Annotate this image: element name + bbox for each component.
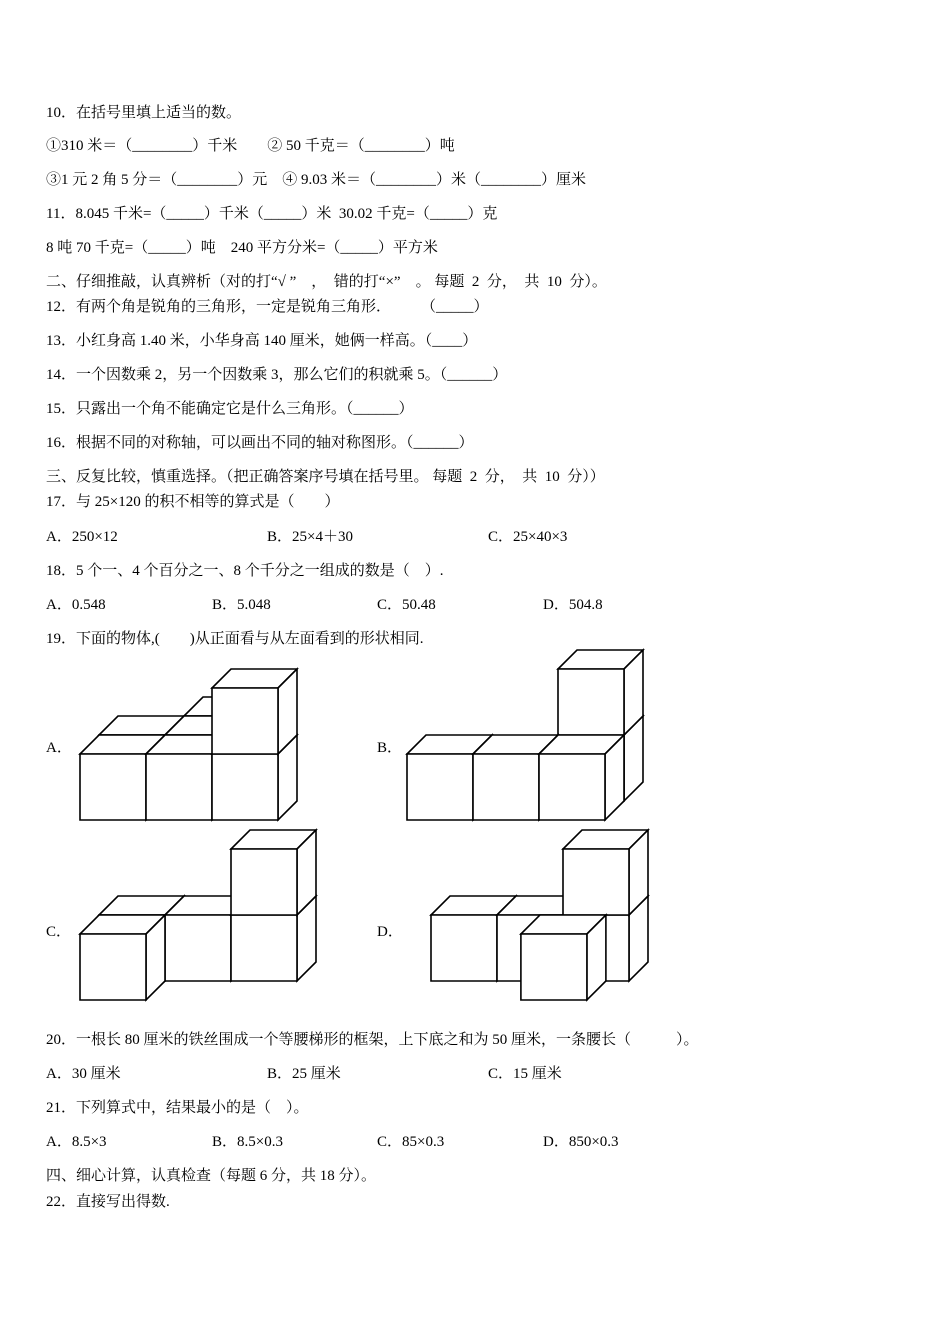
q10-title: 10．在括号里填上适当的数。 xyxy=(46,105,242,121)
q18-option-c: C．50.48 xyxy=(377,597,436,613)
section3-heading: 三、反复比较，慎重选择。（把正确答案序号填在括号里。 每题 2 分， 共 10 分）） xyxy=(46,469,605,485)
q21-option-a: A．8.5×3 xyxy=(46,1134,107,1150)
q22: 22．直接写出得数. xyxy=(46,1194,170,1210)
q13: 13．小红身高 1.40 米，小华身高 140 厘米，她俩一样高。（____） xyxy=(46,333,478,349)
q11-line1: 11．8.045 千米=（_____）千米（_____）米 30.02 千克=（_____）克 xyxy=(46,206,498,222)
q19-option-c-label: C． xyxy=(46,924,72,940)
q17-option-a: A．250×12 xyxy=(46,529,118,545)
q18-option-d: D．504.8 xyxy=(543,597,603,613)
q21-option-c: C．85×0.3 xyxy=(377,1134,445,1150)
q18-option-b: B．5.048 xyxy=(212,597,271,613)
q19-stem: 19．下面的物体,( )从正面看与从左面看到的形状相同. xyxy=(46,631,424,647)
q19-option-a-label: A． xyxy=(46,740,72,756)
q18-option-a: A．0.548 xyxy=(46,597,106,613)
q11-line2: 8 吨 70 千克=（_____）吨 240 平方分米=（_____）平方米 xyxy=(46,240,438,256)
q20-option-b: B．25 厘米 xyxy=(267,1066,341,1082)
q10-line2: ③1 元 2 角 5 分＝（________）元 ④ 9.03 米＝（________）米（________）厘米 xyxy=(46,172,587,188)
q19-option-d-label: D． xyxy=(377,924,403,940)
q17-option-c: C．25×40×3 xyxy=(488,529,568,545)
q16: 16．根据不同的对称轴，可以画出不同的轴对称图形。（______） xyxy=(46,435,474,451)
section2-heading: 二、仔细推敲，认真辨析（对的打“√ ” ， 错的打“×” 。 每题 2 分， 共 10 分）。 xyxy=(46,274,607,290)
q20-option-c: C．15 厘米 xyxy=(488,1066,562,1082)
q18-stem: 18．5 个一、4 个百分之一、8 个千分之一组成的数是（ ）. xyxy=(46,563,444,579)
cube-face xyxy=(563,849,629,915)
q14: 14．一个因数乘 2，另一个因数乘 3，那么它们的积就乘 5。（______） xyxy=(46,367,508,383)
q20-option-a: A．30 厘米 xyxy=(46,1066,121,1082)
cube-face xyxy=(521,934,587,1000)
q12: 12．有两个角是锐角的三角形，一定是锐角三角形． （_____） xyxy=(46,299,489,315)
q19-option-b-label: B． xyxy=(377,740,403,756)
q21-option-b: B．8.5×0.3 xyxy=(212,1134,283,1150)
q15: 15．只露出一个角不能确定它是什么三角形。（______） xyxy=(46,401,414,417)
q17-option-b: B．25×4＋30 xyxy=(267,529,353,545)
q20-stem: 20．一根长 80 厘米的铁丝围成一个等腰梯形的框架，上下底之和为 50 厘米，一条腰长（ ）。 xyxy=(46,1032,699,1048)
q10-line1: ①310 米＝（________）千米 ② 50 千克＝（________）吨 xyxy=(46,138,455,154)
q21-stem: 21．下列算式中，结果最小的是（ ）。 xyxy=(46,1100,309,1116)
section4-heading: 四、细心计算，认真检查（每题 6 分，共 18 分）。 xyxy=(46,1168,377,1184)
q21-option-d: D．850×0.3 xyxy=(543,1134,619,1150)
cube-face xyxy=(431,915,497,981)
q17-stem: 17．与 25×120 的积不相等的算式是（ ） xyxy=(46,494,340,510)
